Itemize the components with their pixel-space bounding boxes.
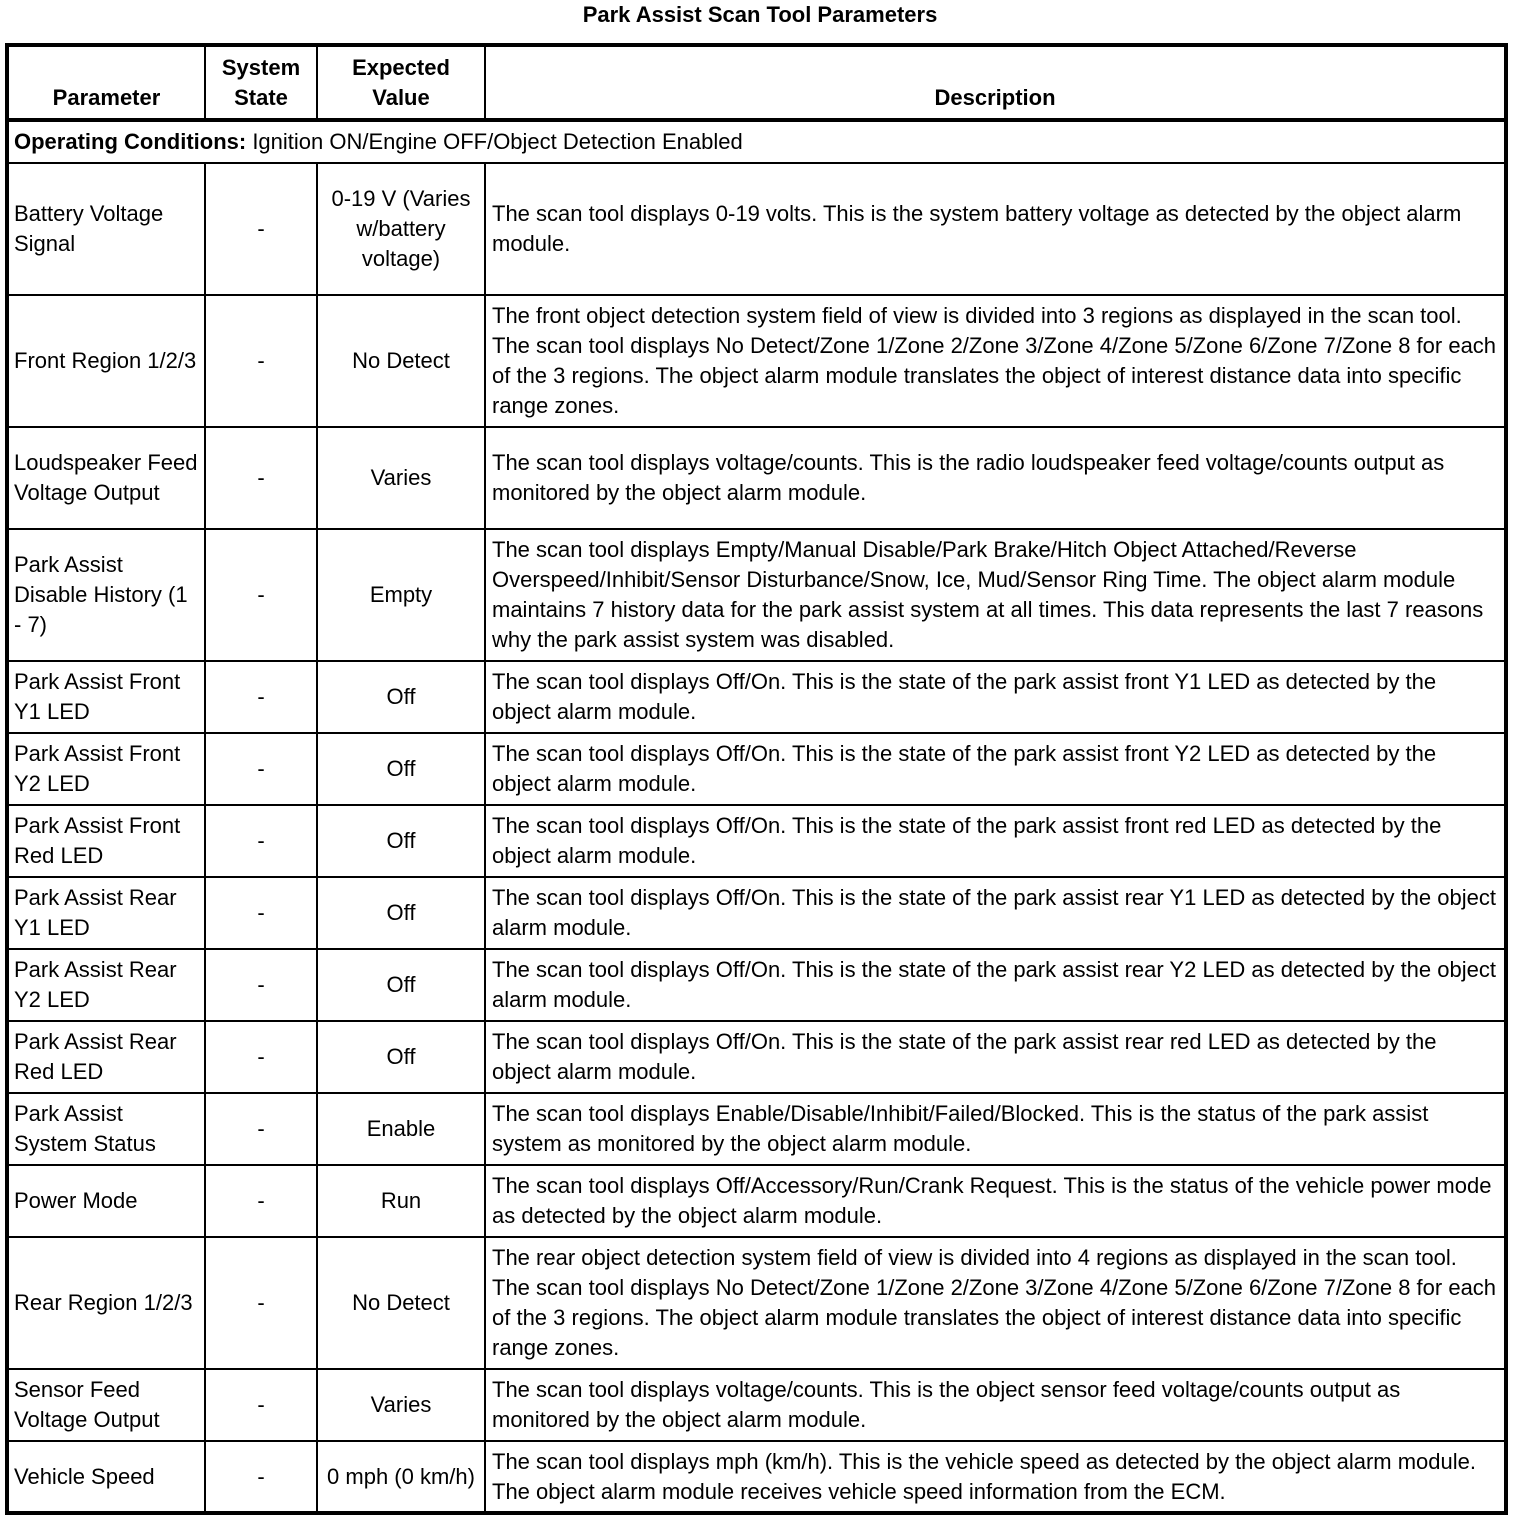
expected-value-cell: Empty (317, 529, 485, 661)
expected-value-cell: Off (317, 661, 485, 733)
table-row (7, 733, 1506, 805)
system-state-cell: - (205, 295, 317, 427)
header-system-state: System State (205, 45, 317, 120)
description-cell: The scan tool displays Off/On. This is the state of the park assist front red LED as detected by the object alarm module. (485, 805, 1506, 877)
system-state-cell: - (205, 949, 317, 1021)
description-cell: The scan tool displays 0-19 volts. This is the system battery voltage as detected by the object alarm module. (485, 163, 1506, 295)
description-cell: The scan tool displays Off/On. This is the state of the park assist front Y2 LED as detected by the object alarm module. (485, 733, 1506, 805)
parameter-cell: Front Region 1/2/3 (7, 295, 205, 427)
parameter-cell: Park Assist Rear Red LED (7, 1021, 205, 1093)
expected-value-cell: Off (317, 877, 485, 949)
expected-value-cell: Run (317, 1165, 485, 1237)
description-cell: The rear object detection system field of view is divided into 4 regions as displayed in the scan tool. The scan tool displays No Detect/Zone 1/Zone 2/Zone 3/Zone 4/Zone 5/Zone 6/Zone 7/Zone 8 for each of the 3 regions. The object alarm module translates the object of interest distance data into specific range zones. (485, 1237, 1506, 1369)
system-state-cell: - (205, 733, 317, 805)
system-state-cell: - (205, 1165, 317, 1237)
operating-conditions-label: Operating Conditions: (14, 129, 247, 154)
system-state-cell: - (205, 805, 317, 877)
description-cell: The scan tool displays voltage/counts. This is the object sensor feed voltage/counts output as monitored by the object alarm module. (485, 1369, 1506, 1441)
parameter-cell: Power Mode (7, 1165, 205, 1237)
parameter-cell: Rear Region 1/2/3 (7, 1237, 205, 1369)
description-cell: The scan tool displays Off/On. This is the state of the park assist rear Y1 LED as detected by the object alarm module. (485, 877, 1506, 949)
table-row (7, 877, 1506, 949)
system-state-cell: - (205, 661, 317, 733)
system-state-cell: - (205, 1021, 317, 1093)
description-cell: The scan tool displays mph (km/h). This is the vehicle speed as detected by the object alarm module. The object alarm module receives vehicle speed information from the ECM. (485, 1441, 1506, 1513)
parameter-cell: Park Assist Front Y2 LED (7, 733, 205, 805)
table-row (7, 1165, 1506, 1237)
header-parameter: Parameter (7, 45, 205, 120)
expected-value-cell: Off (317, 1021, 485, 1093)
system-state-cell: - (205, 163, 317, 295)
table-header-row (7, 45, 1506, 120)
parameter-cell: Park Assist Rear Y2 LED (7, 949, 205, 1021)
expected-value-cell: 0-19 V (Varies w/battery voltage) (317, 163, 485, 295)
parameter-cell: Park Assist Front Red LED (7, 805, 205, 877)
description-cell: The scan tool displays Empty/Manual Disable/Park Brake/Hitch Object Attached/Reverse Overspeed/Inhibit/Sensor Disturbance/Snow, Ice, Mud/Sensor Ring Time. The object alarm module maintains 7 history data for the park assist system at all times. This data represents the last 7 reasons why the park assist system was disabled. (485, 529, 1506, 661)
table-row (7, 295, 1506, 427)
header-description: Description (485, 45, 1506, 120)
parameters-table (5, 43, 1508, 1515)
table-row (7, 163, 1506, 295)
operating-conditions (7, 120, 1506, 163)
parameter-cell: Park Assist Rear Y1 LED (7, 877, 205, 949)
table-row (7, 427, 1506, 529)
system-state-cell: - (205, 877, 317, 949)
operating-conditions-row (7, 120, 1506, 163)
table-row (7, 805, 1506, 877)
table-row (7, 529, 1506, 661)
parameter-cell: Park Assist Disable History (1 - 7) (7, 529, 205, 661)
expected-value-cell: Off (317, 805, 485, 877)
description-cell: The scan tool displays Off/On. This is the state of the park assist front Y1 LED as detected by the object alarm module. (485, 661, 1506, 733)
description-cell: The front object detection system field of view is divided into 3 regions as displayed in the scan tool. The scan tool displays No Detect/Zone 1/Zone 2/Zone 3/Zone 4/Zone 5/Zone 6/Zone 7/Zone 8 for each of the 3 regions. The object alarm module translates the object of interest distance data into specific range zones. (485, 295, 1506, 427)
system-state-cell: - (205, 427, 317, 529)
description-cell: The scan tool displays Off/Accessory/Run/Crank Request. This is the status of the vehicle power mode as detected by the object alarm module. (485, 1165, 1506, 1237)
table-row (7, 1441, 1506, 1513)
expected-value-cell: No Detect (317, 1237, 485, 1369)
expected-value-cell: Off (317, 949, 485, 1021)
parameter-cell: Park Assist System Status (7, 1093, 205, 1165)
parameter-cell: Battery Voltage Signal (7, 163, 205, 295)
parameter-cell: Vehicle Speed (7, 1441, 205, 1513)
description-cell: The scan tool displays Enable/Disable/Inhibit/Failed/Blocked. This is the status of the park assist system as monitored by the object alarm module. (485, 1093, 1506, 1165)
table-row (7, 1093, 1506, 1165)
table-row (7, 661, 1506, 733)
expected-value-cell: Varies (317, 427, 485, 529)
system-state-cell: - (205, 1237, 317, 1369)
page-title: Park Assist Scan Tool Parameters (582, 2, 938, 27)
header-expected-value: Expected Value (317, 45, 485, 120)
expected-value-cell: Enable (317, 1093, 485, 1165)
table-row (7, 949, 1506, 1021)
table-row (7, 1369, 1506, 1441)
expected-value-cell: 0 mph (0 km/h) (317, 1441, 485, 1513)
system-state-cell: - (205, 1441, 317, 1513)
table-row (7, 1237, 1506, 1369)
table-row (7, 1021, 1506, 1093)
description-cell: The scan tool displays voltage/counts. This is the radio loudspeaker feed voltage/counts output as monitored by the object alarm module. (485, 427, 1506, 529)
expected-value-cell: Varies (317, 1369, 485, 1441)
system-state-cell: - (205, 1093, 317, 1165)
system-state-cell: - (205, 1369, 317, 1441)
system-state-cell: - (205, 529, 317, 661)
description-cell: The scan tool displays Off/On. This is the state of the park assist rear Y2 LED as detected by the object alarm module. (485, 949, 1506, 1021)
expected-value-cell: Off (317, 733, 485, 805)
expected-value-cell: No Detect (317, 295, 485, 427)
operating-conditions-value: Ignition ON/Engine OFF/Object Detection Enabled (246, 129, 743, 154)
parameter-cell: Loudspeaker Feed Voltage Output (7, 427, 205, 529)
description-cell: The scan tool displays Off/On. This is the state of the park assist rear red LED as detected by the object alarm module. (485, 1021, 1506, 1093)
parameter-cell: Sensor Feed Voltage Output (7, 1369, 205, 1441)
parameter-cell: Park Assist Front Y1 LED (7, 661, 205, 733)
